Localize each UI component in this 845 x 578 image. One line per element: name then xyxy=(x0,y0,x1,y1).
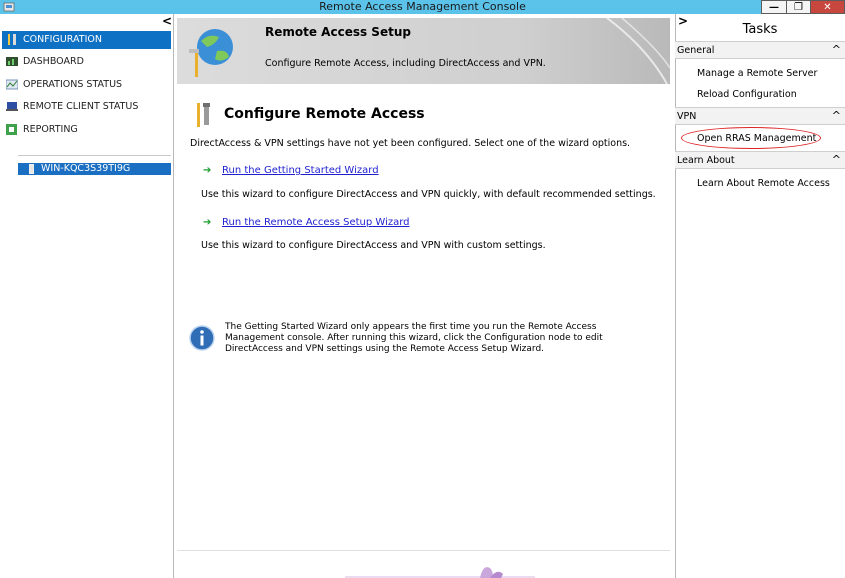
nav-item-operations-status[interactable] xyxy=(2,76,171,94)
collapse-nav-button[interactable]: < xyxy=(162,14,173,28)
nav-item-label: DASHBOARD xyxy=(23,56,84,67)
task-reload-configuration[interactable]: Reload Configuration xyxy=(697,89,797,100)
minimize-button[interactable]: — xyxy=(761,0,787,14)
maximize-button[interactable]: ❐ xyxy=(787,0,811,14)
decorative-graphic-icon xyxy=(345,564,535,578)
server-node[interactable] xyxy=(18,163,171,175)
configure-description: DirectAccess & VPN settings have not yet been configured. Select one of the wizard options. xyxy=(190,138,631,149)
banner-swoosh-graphic xyxy=(177,18,670,84)
task-manage-remote-server[interactable]: Manage a Remote Server xyxy=(697,68,818,79)
configuration-icon xyxy=(6,34,18,45)
window-title: Remote Access Management Console xyxy=(319,0,526,13)
tasks-section-vpn[interactable] xyxy=(675,107,845,125)
getting-started-wizard-description: Use this wizard to configure DirectAccess and VPN quickly, with default recommended settings. xyxy=(201,189,656,200)
arrow-right-icon: ➔ xyxy=(203,165,212,176)
dashboard-icon xyxy=(6,56,18,67)
nav-divider xyxy=(18,155,171,156)
banner-subtitle: Configure Remote Access, including DirectAccess and VPN. xyxy=(265,58,546,69)
banner-title: Remote Access Setup xyxy=(265,25,411,39)
nav-item-remote-client-status[interactable] xyxy=(2,98,171,116)
banner xyxy=(177,18,670,84)
tasks-title: Tasks xyxy=(742,22,778,37)
tasks-section-general[interactable] xyxy=(675,41,845,59)
page-title: Configure Remote Access xyxy=(224,106,425,122)
configure-tools-icon xyxy=(195,103,211,127)
main-content xyxy=(174,14,674,578)
setup-wizard-link[interactable]: Run the Remote Access Setup Wizard xyxy=(222,217,410,228)
info-icon xyxy=(189,325,215,351)
reporting-icon xyxy=(6,124,18,135)
nav-item-reporting[interactable] xyxy=(2,121,171,139)
task-learn-about-remote-access[interactable]: Learn About Remote Access xyxy=(697,178,830,189)
getting-started-wizard-link[interactable]: Run the Getting Started Wizard xyxy=(222,165,379,176)
chevron-up-icon[interactable]: ^ xyxy=(831,43,841,56)
remote-client-status-icon xyxy=(6,101,18,112)
arrow-right-icon: ➔ xyxy=(203,217,212,228)
section-label: Learn About xyxy=(677,155,735,166)
chevron-up-icon[interactable]: ^ xyxy=(831,109,841,122)
section-label: General xyxy=(677,45,715,56)
server-label: WIN-KQC3S39TI9G xyxy=(41,163,131,174)
operations-status-icon xyxy=(6,79,18,90)
nav-item-configuration[interactable] xyxy=(2,31,171,49)
remote-access-globe-icon xyxy=(189,27,235,79)
content-divider xyxy=(177,550,670,551)
collapse-tasks-button[interactable]: > xyxy=(678,14,689,28)
info-message: The Getting Started Wizard only appears the first time you run the Remote Access Management console. After running this wizard, click the Configuration node to edit DirectAccess and VPN settings using the Remote Access Setup Wizard. xyxy=(225,322,603,354)
nav-item-label: REPORTING xyxy=(23,124,78,135)
setup-wizard-description: Use this wizard to configure DirectAccess and VPN with custom settings. xyxy=(201,240,546,251)
tasks-section-learn-about[interactable] xyxy=(675,151,845,169)
nav-item-label: OPERATIONS STATUS xyxy=(23,79,123,90)
close-button[interactable]: ✕ xyxy=(811,0,845,14)
nav-item-label: REMOTE CLIENT STATUS xyxy=(23,101,139,112)
server-icon xyxy=(29,164,34,174)
title-bar xyxy=(0,0,845,14)
section-label: VPN xyxy=(677,111,697,122)
chevron-up-icon[interactable]: ^ xyxy=(831,153,841,166)
task-open-rras-management[interactable]: Open RRAS Management xyxy=(697,133,817,144)
nav-item-dashboard[interactable] xyxy=(2,53,171,71)
nav-item-label: CONFIGURATION xyxy=(23,34,102,45)
